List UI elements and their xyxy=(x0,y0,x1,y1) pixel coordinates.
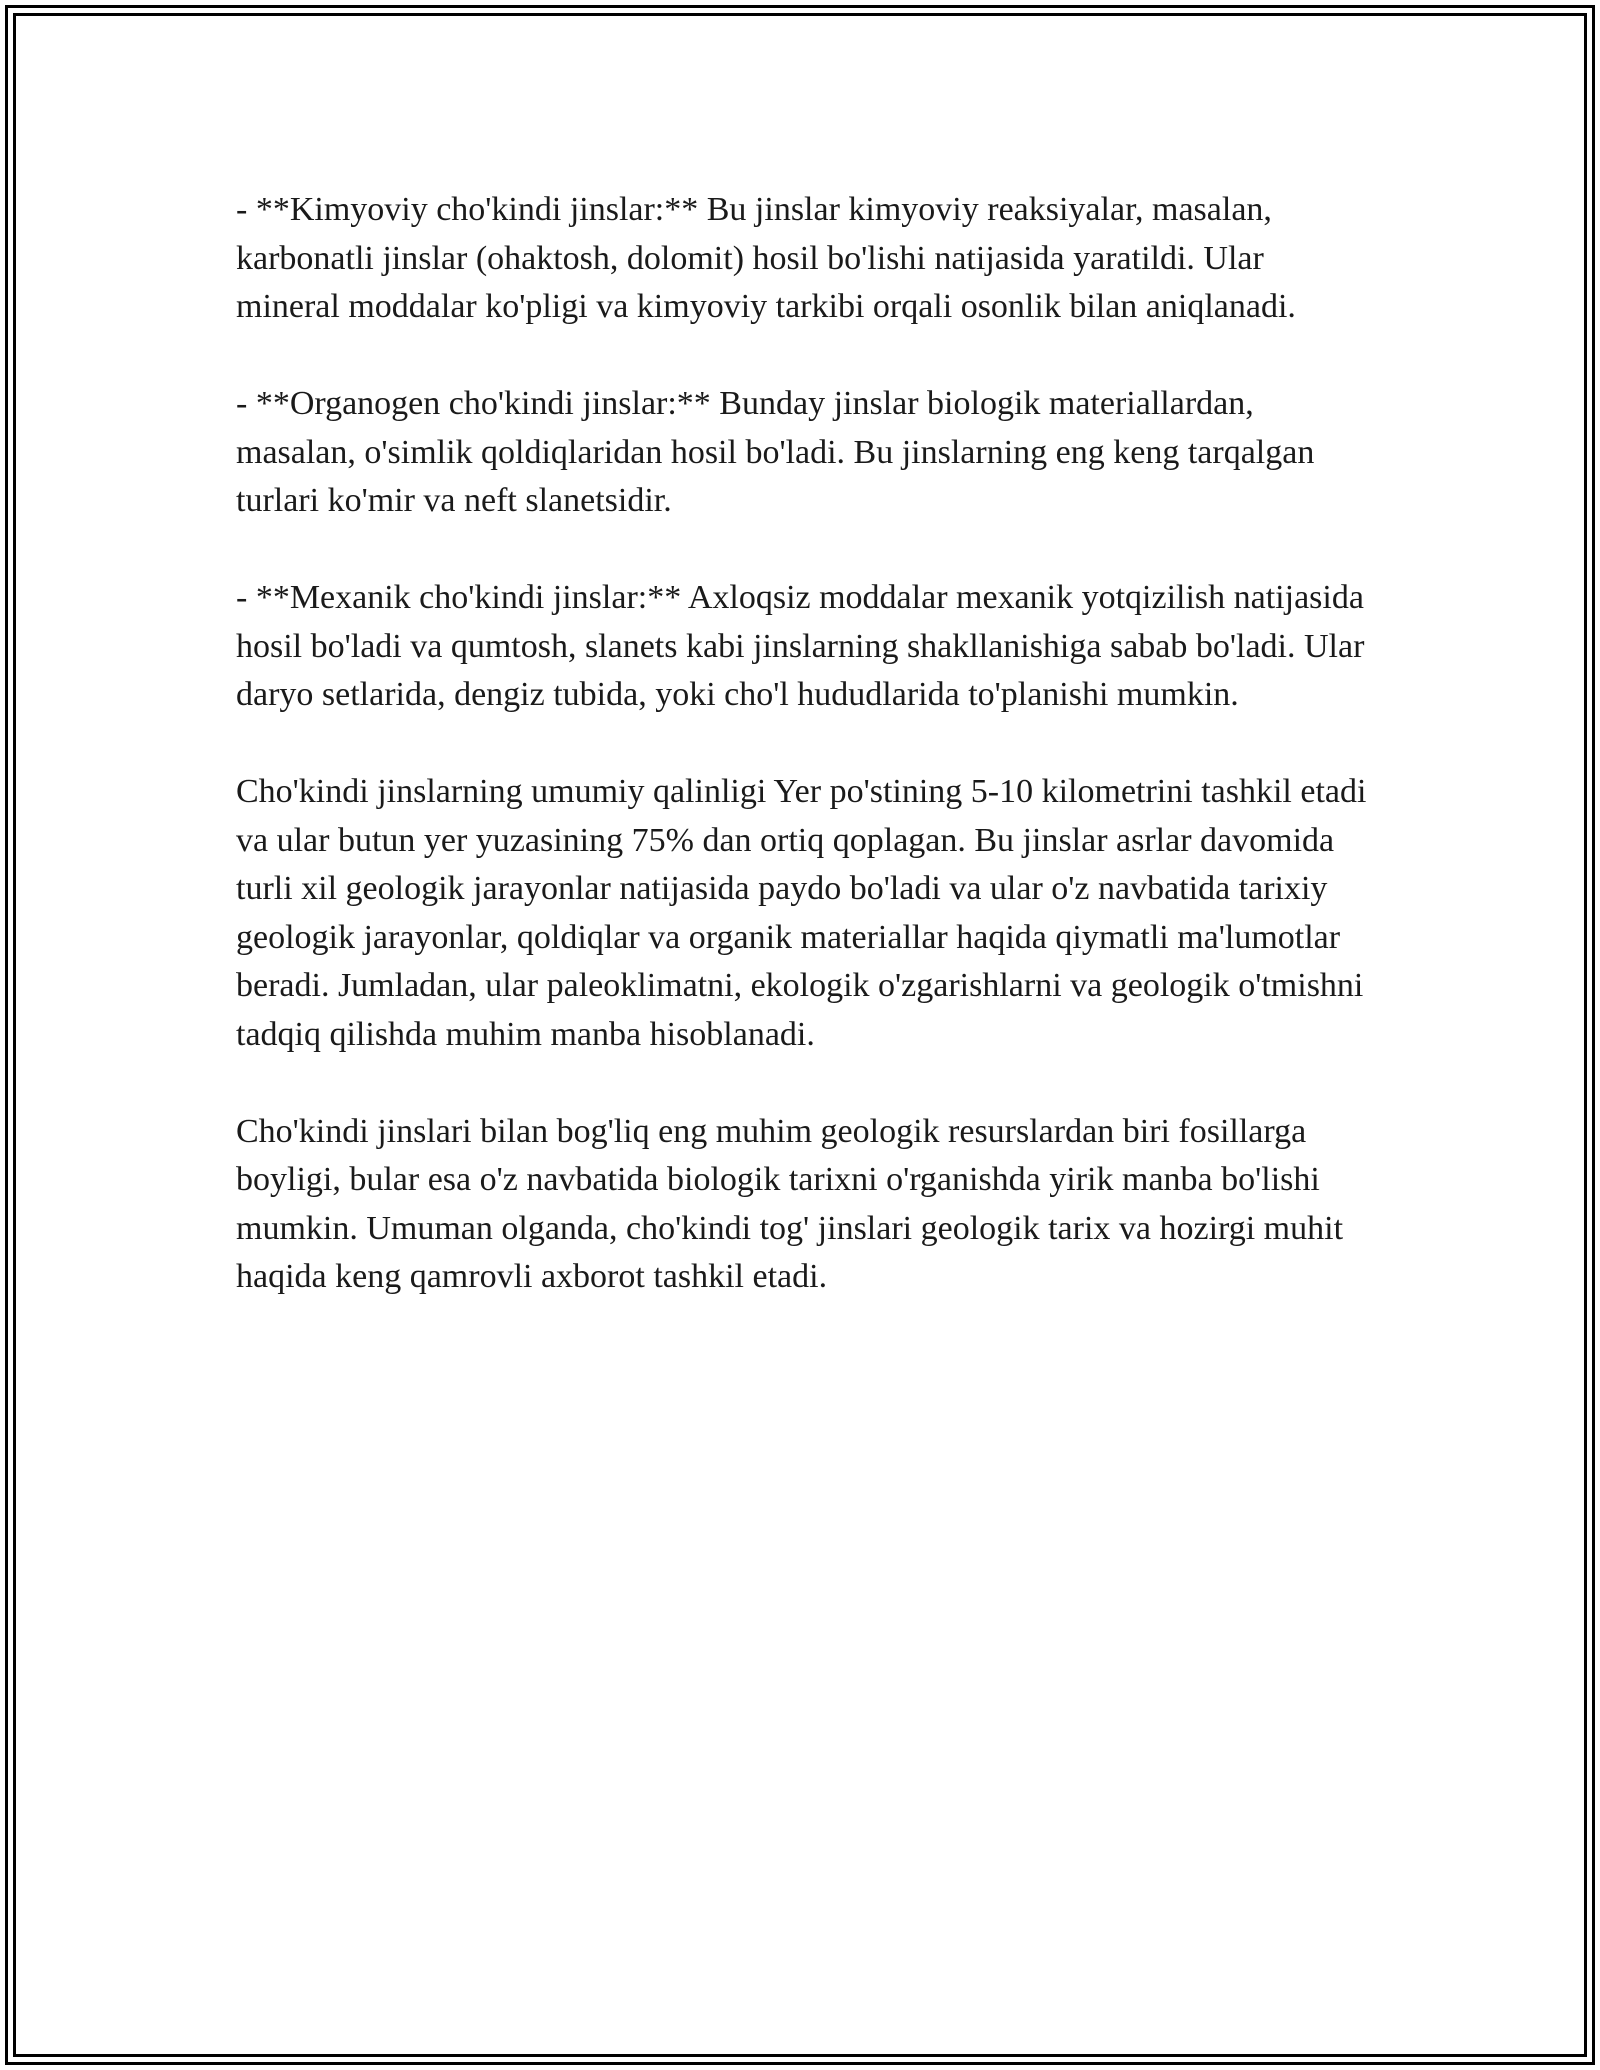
paragraph-thickness-and-coverage: Cho'kindi jinslarning umumiy qalinligi Yer po'stining 5-10 kilometrini tashkil etadi va ular butun yer yuzasining 75% dan ortiq qoplagan. Bu jinslar asrlar davomida turli xil geologik jarayonlar natijasida paydo bo'ladi va ular o'z navbatida tarixiy geologik jarayonlar, qoldiqlar va organik materiallar haqida qiymatli ma'lumotlar beradi. Jumladan, ular paleoklimatni, ekologik o'zgarishlarni va geologik o'tmishni tadqiq qilishda muhim manba hisoblanadi. xyxy=(236,773,1367,1053)
paragraph-organogenic-sedimentary-rocks: - **Organogen cho'kindi jinslar:** Bunday jinslar biologik materiallardan, masalan, o'simlik qoldiqlaridan hosil bo'ladi. Bu jinslarning eng keng tarqalgan turlari ko'mir va neft slanetsidir. xyxy=(236,385,1315,519)
document-body xyxy=(236,186,1376,1302)
paragraph-chemical-sedimentary-rocks: - **Kimyoviy cho'kindi jinslar:** Bu jinslar kimyoviy reaksiyalar, masalan, karbonatli jinslar (ohaktosh, dolomit) hosil bo'lishi natijasida yaratildi. Ular mineral moddalar ko'pligi va kimyoviy tarkibi orqali osonlik bilan aniqlanadi. xyxy=(236,191,1296,325)
paragraph-mechanical-sedimentary-rocks: - **Mexanik cho'kindi jinslar:** Axloqsiz moddalar mexanik yotqizilish natijasida hosil bo'ladi va qumtosh, slanets kabi jinslarning shakllanishiga sabab bo'ladi. Ular daryo setlarida, dengiz tubida, yoki cho'l hududlarida to'planishi mumkin. xyxy=(236,579,1365,713)
paragraph-fossil-resources: Cho'kindi jinslari bilan bog'liq eng muhim geologik resurslardan biri fosillarga boyligi, bular esa o'z navbatida biologik tarixni o'rganishda yirik manba bo'lishi mumkin. Umuman olganda, cho'kindi tog' jinslari geologik tarix va hozirgi muhit haqida keng qamrovli axborot tashkil etadi. xyxy=(236,1112,1344,1295)
